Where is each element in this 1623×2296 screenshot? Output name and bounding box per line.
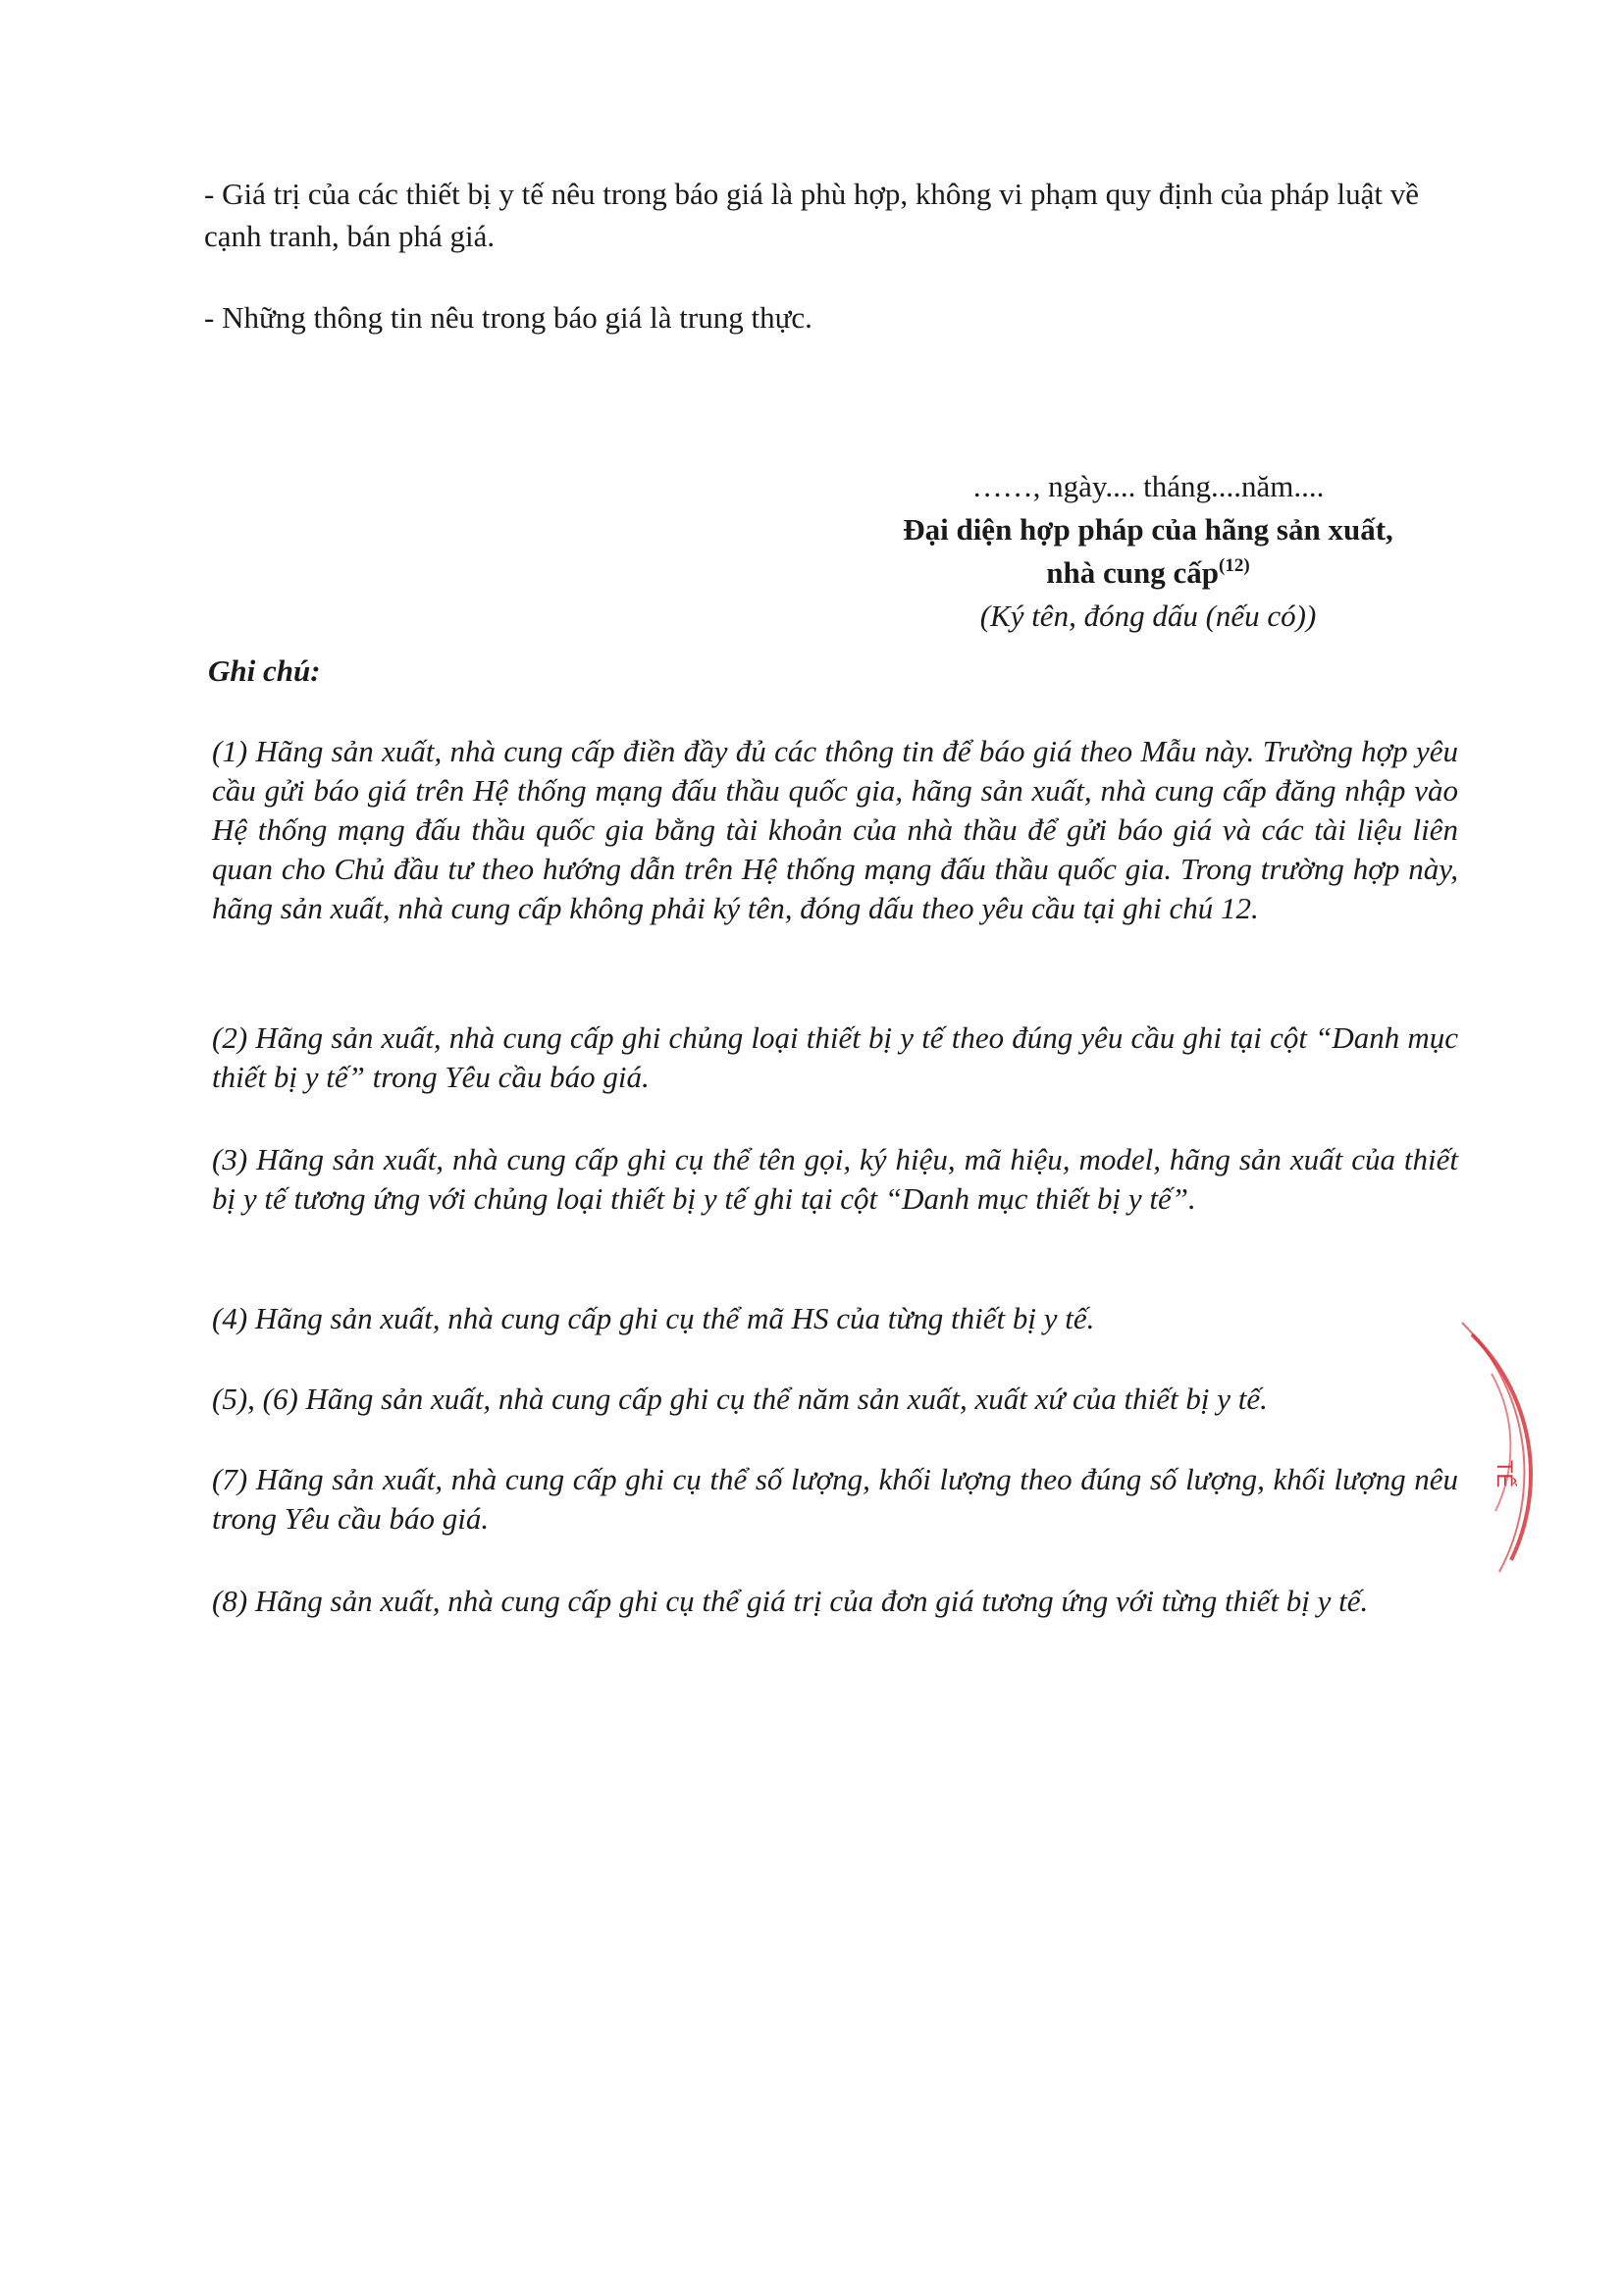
note-4: (4) Hãng sản xuất, nhà cung cấp ghi cụ thể mã HS của từng thiết bị y tế. [212,1301,1095,1335]
stamp-text: TẾ [1492,1460,1517,1488]
note-3: (3) Hãng sản xuất, nhà cung cấp ghi cụ thể tên gọi, ký hiệu, mã hiệu, model, hãng sản xuất của thiết bị y tế tương ứng với chủng loại thiết bị y tế ghi tại cột “Danh mục thiết bị y tế”. [212,1142,1458,1216]
footnote-ref-12: (12) [1219,555,1250,576]
signer-title-line2 [805,551,1492,595]
signature-block [805,465,1492,638]
note-2: (2) Hãng sản xuất, nhà cung cấp ghi chủng loại thiết bị y tế theo đúng yêu cầu ghi tại cột “Danh mục thiết bị y tế” trong Yêu cầu báo giá. [212,1020,1458,1094]
notes-heading: Ghi chú: [208,653,321,688]
note-5-6: (5), (6) Hãng sản xuất, nhà cung cấp ghi cụ thể năm sản xuất, xuất xứ của thiết bị y tế. [212,1382,1268,1416]
note-1: (1) Hãng sản xuất, nhà cung cấp điền đầy đủ các thông tin để báo giá theo Mẫu này. Trường hợp yêu cầu gửi báo giá trên Hệ thống mạng đấu thầu quốc gia, hãng sản xuất, nhà cung cấp đăng nhập vào Hệ thống mạng đấu thầu quốc gia bằng tài khoản của nhà thầu để gửi báo giá và các tài liệu liên quan cho Chủ đầu tư theo hướng dẫn trên Hệ thống mạng đấu thầu quốc gia. Trong trường hợp này, hãng sản xuất, nhà cung cấp không phải ký tên, đóng dấu theo yêu cầu tại ghi chú 12. [212,734,1458,925]
sign-instruction: (Ký tên, đóng dấu (nếu có)) [979,599,1317,633]
note-7: (7) Hãng sản xuất, nhà cung cấp ghi cụ thể số lượng, khối lượng theo đúng số lượng, khối lượng nêu trong Yêu cầu báo giá. [212,1462,1458,1536]
signer-title-text: nhà cung cấp [1046,555,1220,590]
commitment-paragraph-2: - Những thông tin nêu trong báo giá là trung thực. [204,300,812,335]
date-line: ……, ngày.... tháng....năm.... [971,469,1325,503]
note-8: (8) Hãng sản xuất, nhà cung cấp ghi cụ thể giá trị của đơn giá tương ứng với từng thiết bị y tế. [212,1584,1369,1618]
red-stamp-partial [1452,1315,1590,1580]
signer-title-line1: Đại diện hợp pháp của hãng sản xuất, [903,512,1393,547]
commitment-paragraph-1: - Giá trị của các thiết bị y tế nêu trong báo giá là phù hợp, không vi phạm quy định của pháp luật về cạnh tranh, bán phá giá. [204,177,1419,253]
